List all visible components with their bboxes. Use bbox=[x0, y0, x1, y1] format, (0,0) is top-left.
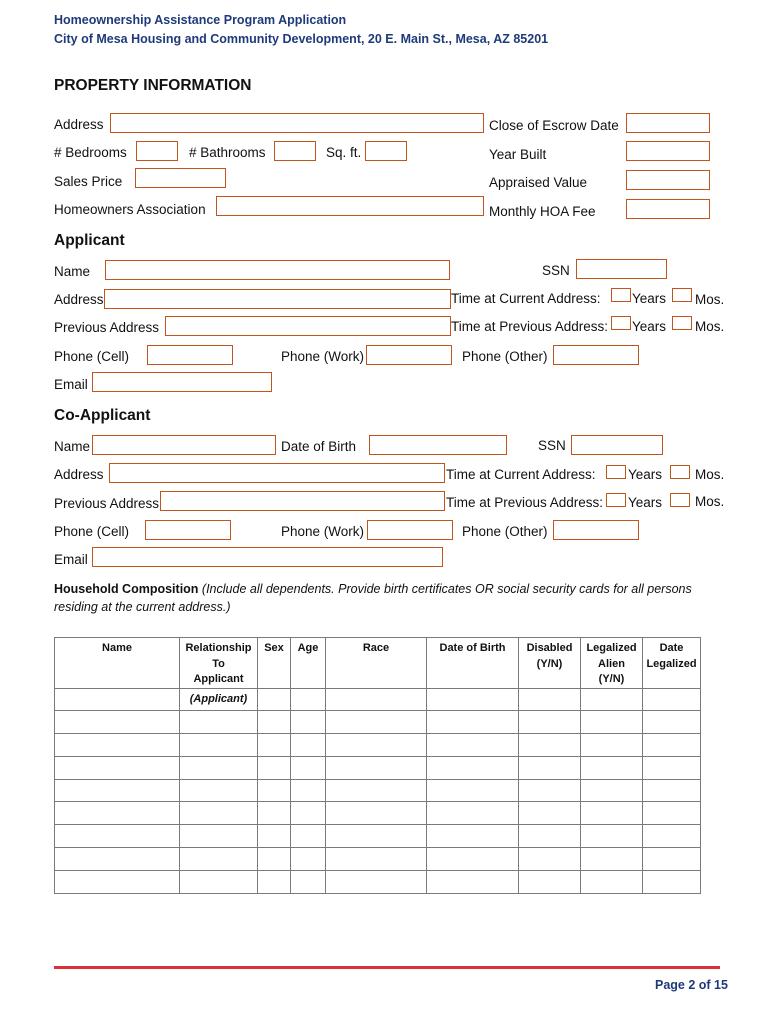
hoa-label: Homeowners Association bbox=[54, 202, 206, 217]
applicant-prev-years-field[interactable] bbox=[611, 316, 631, 330]
coapplicant-phone-other-label: Phone (Other) bbox=[462, 524, 548, 539]
applicant-time-previous-label: Time at Previous Address: bbox=[451, 319, 609, 334]
property-address-label: Address bbox=[54, 117, 104, 132]
table-cell[interactable] bbox=[180, 870, 258, 893]
section-title-coapplicant: Co-Applicant bbox=[54, 407, 151, 424]
table-cell[interactable] bbox=[519, 688, 581, 711]
col-date-legalized-header: Date Legalized bbox=[643, 638, 701, 689]
year-built-label: Year Built bbox=[489, 147, 547, 162]
table-cell[interactable] bbox=[519, 779, 581, 802]
coapplicant-time-current-label: Time at Current Address: bbox=[446, 467, 596, 482]
col-name-header: Name bbox=[55, 638, 180, 689]
coapplicant-current-years-label: Years bbox=[628, 467, 663, 482]
coapplicant-prev-years-field[interactable] bbox=[606, 493, 626, 507]
section-title-applicant: Applicant bbox=[54, 232, 125, 249]
bathrooms-field[interactable] bbox=[274, 141, 316, 161]
col-disabled-header: Disabled (Y/N) bbox=[519, 638, 581, 689]
table-cell[interactable] bbox=[180, 802, 258, 825]
table-row bbox=[55, 756, 701, 779]
table-cell[interactable] bbox=[427, 734, 519, 757]
table-cell[interactable] bbox=[180, 848, 258, 871]
table-cell[interactable] bbox=[291, 711, 326, 734]
coapplicant-current-years-field[interactable] bbox=[606, 465, 626, 479]
table-cell[interactable] bbox=[643, 870, 701, 893]
household-note-line2: residing at the current address.) bbox=[54, 600, 231, 614]
table-cell[interactable] bbox=[427, 802, 519, 825]
applicant-phone-work-field[interactable] bbox=[366, 345, 452, 365]
table-cell[interactable] bbox=[581, 802, 643, 825]
applicant-time-current-label: Time at Current Address: bbox=[451, 291, 601, 306]
coapplicant-address-field[interactable] bbox=[109, 463, 445, 483]
table-cell[interactable] bbox=[427, 756, 519, 779]
col-legalized-alien-header: Legalized Alien (Y/N) bbox=[581, 638, 643, 689]
table-cell[interactable] bbox=[291, 848, 326, 871]
coapplicant-dob-field[interactable] bbox=[369, 435, 507, 455]
applicant-current-years-field[interactable] bbox=[611, 288, 631, 302]
applicant-current-years-label: Years bbox=[632, 291, 667, 306]
coapplicant-prev-years-label: Years bbox=[628, 495, 663, 510]
applicant-current-mos-field[interactable] bbox=[672, 288, 692, 302]
table-cell[interactable] bbox=[291, 688, 326, 711]
table-row bbox=[55, 825, 701, 848]
table-cell[interactable] bbox=[326, 802, 427, 825]
monthly-hoa-field[interactable] bbox=[626, 199, 710, 219]
table-cell[interactable] bbox=[427, 870, 519, 893]
applicant-name-field[interactable] bbox=[105, 260, 450, 280]
coapplicant-prev-mos-field[interactable] bbox=[670, 493, 690, 507]
table-cell[interactable] bbox=[55, 779, 180, 802]
col-race-header: Race bbox=[326, 638, 427, 689]
table-cell[interactable] bbox=[581, 825, 643, 848]
page-number: Page 2 of 15 bbox=[655, 978, 728, 992]
coapplicant-dob-label: Date of Birth bbox=[281, 439, 357, 454]
table-cell[interactable] bbox=[643, 756, 701, 779]
close-escrow-label: Close of Escrow Date bbox=[489, 118, 619, 133]
table-row bbox=[55, 848, 701, 871]
coapplicant-name-label: Name bbox=[54, 439, 91, 454]
applicant-email-label: Email bbox=[54, 377, 88, 392]
table-cell[interactable] bbox=[55, 802, 180, 825]
table-cell[interactable] bbox=[258, 688, 291, 711]
table-cell[interactable] bbox=[427, 848, 519, 871]
table-cell[interactable] bbox=[180, 756, 258, 779]
table-cell[interactable] bbox=[581, 711, 643, 734]
monthly-hoa-label: Monthly HOA Fee bbox=[489, 204, 596, 219]
agency-address: City of Mesa Housing and Community Development, 20 E. Main St., Mesa, AZ 85201 bbox=[54, 32, 549, 46]
table-cell[interactable] bbox=[519, 802, 581, 825]
table-cell[interactable] bbox=[291, 756, 326, 779]
table-cell[interactable] bbox=[643, 779, 701, 802]
coapplicant-name-field[interactable] bbox=[92, 435, 276, 455]
table-row bbox=[55, 688, 701, 711]
table-cell[interactable] bbox=[581, 688, 643, 711]
appraised-value-field[interactable] bbox=[626, 170, 710, 190]
table-cell[interactable] bbox=[519, 848, 581, 871]
table-cell[interactable] bbox=[519, 825, 581, 848]
applicant-phone-cell-label: Phone (Cell) bbox=[54, 349, 130, 364]
applicant-prev-address-label: Previous Address bbox=[54, 320, 160, 335]
table-cell[interactable] bbox=[643, 825, 701, 848]
applicant-phone-cell-field[interactable] bbox=[147, 345, 233, 365]
table-cell[interactable] bbox=[258, 779, 291, 802]
applicant-phone-other-field[interactable] bbox=[553, 345, 639, 365]
applicant-email-field[interactable] bbox=[92, 372, 272, 392]
property-address-field[interactable] bbox=[110, 113, 484, 133]
hoa-field[interactable] bbox=[216, 196, 484, 216]
coapplicant-phone-work-label: Phone (Work) bbox=[281, 524, 365, 539]
table-cell[interactable] bbox=[427, 711, 519, 734]
table-cell[interactable] bbox=[643, 734, 701, 757]
table-cell[interactable] bbox=[180, 734, 258, 757]
bathrooms-label: # Bathrooms bbox=[189, 145, 266, 160]
table-cell[interactable] bbox=[581, 779, 643, 802]
table-cell[interactable] bbox=[291, 802, 326, 825]
table-cell[interactable] bbox=[643, 848, 701, 871]
form-title: Homeownership Assistance Program Application bbox=[54, 13, 347, 27]
table-cell[interactable] bbox=[519, 870, 581, 893]
applicant-address-field[interactable] bbox=[104, 289, 451, 309]
table-cell[interactable] bbox=[55, 734, 180, 757]
coapplicant-phone-cell-field[interactable] bbox=[145, 520, 231, 540]
applicant-phone-work-label: Phone (Work) bbox=[281, 349, 365, 364]
footer-divider bbox=[54, 966, 720, 969]
table-cell[interactable] bbox=[258, 848, 291, 871]
coapplicant-phone-other-field[interactable] bbox=[553, 520, 639, 540]
applicant-address-label: Address bbox=[54, 292, 104, 307]
applicant-phone-other-label: Phone (Other) bbox=[462, 349, 548, 364]
table-cell[interactable] bbox=[326, 756, 427, 779]
col-age-header: Age bbox=[291, 638, 326, 689]
table-cell[interactable] bbox=[291, 734, 326, 757]
appraised-value-label: Appraised Value bbox=[489, 175, 588, 190]
table-cell[interactable] bbox=[581, 734, 643, 757]
table-cell[interactable] bbox=[326, 779, 427, 802]
table-cell[interactable] bbox=[55, 825, 180, 848]
table-cell[interactable] bbox=[326, 848, 427, 871]
col-relationship-header: Relationship To Applicant bbox=[180, 638, 258, 689]
coapplicant-email-label: Email bbox=[54, 552, 88, 567]
table-cell[interactable] bbox=[581, 848, 643, 871]
coapplicant-email-field[interactable] bbox=[92, 547, 443, 567]
coapplicant-prev-mos-label: Mos. bbox=[695, 494, 725, 509]
applicant-ssn-field[interactable] bbox=[576, 259, 667, 279]
bedrooms-field[interactable] bbox=[136, 141, 178, 161]
coapplicant-phone-work-field[interactable] bbox=[367, 520, 453, 540]
table-cell[interactable] bbox=[55, 870, 180, 893]
table-cell[interactable] bbox=[427, 779, 519, 802]
sales-price-label: Sales Price bbox=[54, 174, 123, 189]
applicant-current-mos-label: Mos. bbox=[695, 292, 725, 307]
applicant-name-label: Name bbox=[54, 264, 91, 279]
table-cell[interactable] bbox=[258, 734, 291, 757]
col-dob-header: Date of Birth bbox=[427, 638, 519, 689]
table-cell[interactable] bbox=[180, 779, 258, 802]
table-cell[interactable] bbox=[581, 756, 643, 779]
table-cell[interactable] bbox=[258, 756, 291, 779]
table-cell[interactable] bbox=[427, 688, 519, 711]
table-cell[interactable] bbox=[258, 825, 291, 848]
table-row bbox=[55, 779, 701, 802]
applicant-prev-mos-label: Mos. bbox=[695, 319, 725, 334]
table-cell[interactable] bbox=[258, 870, 291, 893]
table-cell[interactable] bbox=[180, 825, 258, 848]
coapplicant-ssn-field[interactable] bbox=[571, 435, 663, 455]
applicant-relationship-cell[interactable]: (Applicant) bbox=[180, 688, 258, 711]
table-row bbox=[55, 734, 701, 757]
table-cell[interactable] bbox=[643, 688, 701, 711]
sqft-field[interactable] bbox=[365, 141, 407, 161]
household-header-row bbox=[55, 638, 701, 689]
year-built-field[interactable] bbox=[626, 141, 710, 161]
table-cell[interactable] bbox=[427, 825, 519, 848]
table-cell[interactable] bbox=[291, 825, 326, 848]
bedrooms-label: # Bedrooms bbox=[54, 145, 127, 160]
section-title-property: PROPERTY INFORMATION bbox=[54, 77, 252, 94]
table-cell[interactable] bbox=[258, 711, 291, 734]
coapplicant-current-mos-field[interactable] bbox=[670, 465, 690, 479]
table-row bbox=[55, 870, 701, 893]
table-cell[interactable] bbox=[55, 848, 180, 871]
table-cell[interactable] bbox=[55, 711, 180, 734]
household-title: Household Composition bbox=[54, 582, 199, 596]
table-cell[interactable] bbox=[519, 756, 581, 779]
table-row bbox=[55, 711, 701, 734]
household-note-line1: (Include all dependents. Provide birth certificates OR social security cards for all persons bbox=[201, 582, 692, 596]
table-cell[interactable] bbox=[326, 688, 427, 711]
table-cell[interactable] bbox=[55, 756, 180, 779]
applicant-prev-mos-field[interactable] bbox=[672, 316, 692, 330]
coapplicant-prev-address-label: Previous Address bbox=[54, 496, 160, 511]
table-cell[interactable] bbox=[519, 711, 581, 734]
coapplicant-prev-address-field[interactable] bbox=[160, 491, 445, 511]
table-cell[interactable] bbox=[55, 688, 180, 711]
applicant-ssn-label: SSN bbox=[542, 263, 570, 278]
table-cell[interactable] bbox=[326, 870, 427, 893]
coapplicant-ssn-label: SSN bbox=[538, 438, 566, 453]
household-note bbox=[54, 600, 230, 614]
table-cell[interactable] bbox=[326, 734, 427, 757]
coapplicant-address-label: Address bbox=[54, 467, 104, 482]
coapplicant-current-mos-label: Mos. bbox=[695, 467, 725, 482]
coapplicant-time-previous-label: Time at Previous Address: bbox=[446, 495, 604, 510]
coapplicant-phone-cell-label: Phone (Cell) bbox=[54, 524, 130, 539]
table-cell[interactable] bbox=[326, 825, 427, 848]
table-cell[interactable] bbox=[581, 870, 643, 893]
table-cell[interactable] bbox=[291, 870, 326, 893]
table-row bbox=[55, 802, 701, 825]
close-escrow-field[interactable] bbox=[626, 113, 710, 133]
table-cell[interactable] bbox=[643, 802, 701, 825]
table-cell[interactable] bbox=[258, 802, 291, 825]
applicant-prev-years-label: Years bbox=[632, 319, 667, 334]
col-sex-header: Sex bbox=[258, 638, 291, 689]
table-cell[interactable] bbox=[643, 711, 701, 734]
table-cell[interactable] bbox=[326, 711, 427, 734]
household-table bbox=[54, 637, 701, 894]
table-cell[interactable] bbox=[180, 711, 258, 734]
sales-price-field[interactable] bbox=[135, 168, 226, 188]
sqft-label: Sq. ft. bbox=[326, 145, 362, 160]
applicant-prev-address-field[interactable] bbox=[165, 316, 451, 336]
table-cell[interactable] bbox=[519, 734, 581, 757]
household-heading bbox=[54, 582, 692, 596]
table-cell[interactable] bbox=[291, 779, 326, 802]
